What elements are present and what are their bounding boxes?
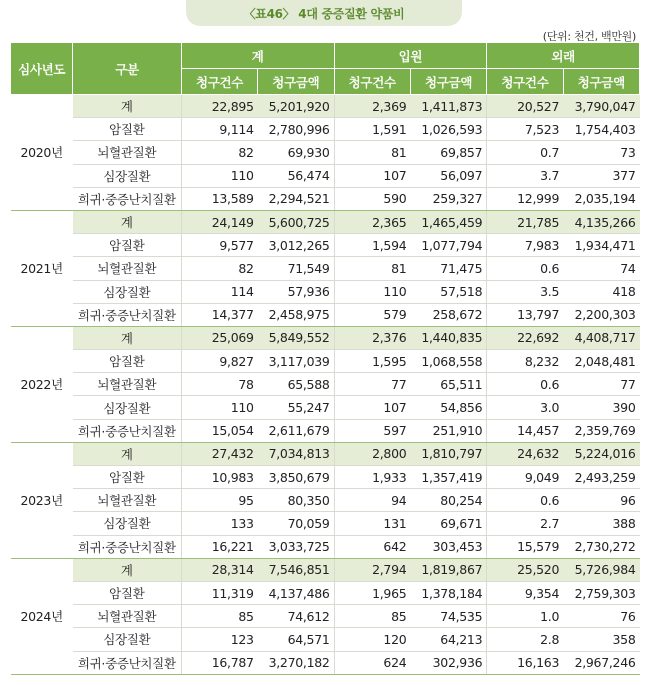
count-cell: 2,800: [334, 442, 410, 465]
amount-cell: 69,930: [258, 141, 334, 164]
count-cell: 24,149: [181, 210, 257, 233]
category-cell: 암질환: [73, 118, 182, 141]
amount-cell: 57,936: [258, 280, 334, 303]
table-row: [11, 326, 640, 349]
count-cell: 0.6: [487, 373, 563, 396]
amount-cell: 69,671: [410, 512, 486, 535]
table-row: [11, 280, 640, 303]
amount-cell: 2,967,246: [563, 651, 639, 674]
amount-cell: 73: [563, 141, 639, 164]
amount-cell: 65,588: [258, 373, 334, 396]
category-cell: 심장질환: [73, 164, 182, 187]
category-cell: 심장질환: [73, 280, 182, 303]
amount-cell: 2,359,769: [563, 419, 639, 442]
count-cell: 0.6: [487, 257, 563, 280]
amount-cell: 65,511: [410, 373, 486, 396]
count-cell: 24,632: [487, 442, 563, 465]
category-cell: 계: [73, 326, 182, 349]
count-cell: 114: [181, 280, 257, 303]
amount-cell: 80,350: [258, 489, 334, 512]
amount-cell: 80,254: [410, 489, 486, 512]
table-row: [11, 303, 640, 326]
amount-cell: 56,474: [258, 164, 334, 187]
amount-cell: 5,600,725: [258, 210, 334, 233]
amount-cell: 64,213: [410, 628, 486, 651]
count-cell: 25,069: [181, 326, 257, 349]
amount-cell: 1,754,403: [563, 118, 639, 141]
header-amount: 청구금액: [563, 69, 639, 95]
amount-cell: 4,135,266: [563, 210, 639, 233]
count-cell: 131: [334, 512, 410, 535]
amount-cell: 1,411,873: [410, 95, 486, 118]
category-cell: 암질환: [73, 234, 182, 257]
count-cell: 624: [334, 651, 410, 674]
amount-cell: 3,850,679: [258, 466, 334, 489]
amount-cell: 3,117,039: [258, 350, 334, 373]
count-cell: 15,579: [487, 535, 563, 558]
header-group-outpatient: 외래: [487, 43, 640, 69]
table-row: [11, 187, 640, 210]
amount-cell: 1,810,797: [410, 442, 486, 465]
category-cell: 계: [73, 442, 182, 465]
amount-cell: 69,857: [410, 141, 486, 164]
count-cell: 120: [334, 628, 410, 651]
category-cell: 심장질환: [73, 396, 182, 419]
count-cell: 85: [181, 605, 257, 628]
category-cell: 계: [73, 95, 182, 118]
count-cell: 3.0: [487, 396, 563, 419]
amount-cell: 57,518: [410, 280, 486, 303]
category-cell: 뇌혈관질환: [73, 605, 182, 628]
amount-cell: 2,611,679: [258, 419, 334, 442]
amount-cell: 77: [563, 373, 639, 396]
table-row: [11, 605, 640, 628]
count-cell: 597: [334, 419, 410, 442]
table-row: [11, 651, 640, 674]
header-count: 청구건수: [181, 69, 257, 95]
amount-cell: 3,033,725: [258, 535, 334, 558]
unit-note: (단위: 천건, 백만원): [542, 30, 636, 43]
count-cell: 20,527: [487, 95, 563, 118]
count-cell: 1,594: [334, 234, 410, 257]
count-cell: 22,895: [181, 95, 257, 118]
amount-cell: 3,012,265: [258, 234, 334, 257]
count-cell: 2,794: [334, 558, 410, 581]
year-cell: 2024년: [11, 558, 73, 674]
count-cell: 16,163: [487, 651, 563, 674]
amount-cell: 5,201,920: [258, 95, 334, 118]
header-count: 청구건수: [334, 69, 410, 95]
amount-cell: 358: [563, 628, 639, 651]
amount-cell: 1,934,471: [563, 234, 639, 257]
table-row: [11, 210, 640, 233]
count-cell: 16,787: [181, 651, 257, 674]
header-group-inpatient: 입원: [334, 43, 487, 69]
amount-cell: 5,726,984: [563, 558, 639, 581]
count-cell: 642: [334, 535, 410, 558]
amount-cell: 1,378,184: [410, 581, 486, 604]
count-cell: 7,523: [487, 118, 563, 141]
table-row: [11, 512, 640, 535]
amount-cell: 74: [563, 257, 639, 280]
count-cell: 21,785: [487, 210, 563, 233]
amount-cell: 55,247: [258, 396, 334, 419]
amount-cell: 258,672: [410, 303, 486, 326]
count-cell: 16,221: [181, 535, 257, 558]
amount-cell: 2,200,303: [563, 303, 639, 326]
count-cell: 78: [181, 373, 257, 396]
amount-cell: 390: [563, 396, 639, 419]
count-cell: 2.8: [487, 628, 563, 651]
amount-cell: 5,849,552: [258, 326, 334, 349]
count-cell: 590: [334, 187, 410, 210]
count-cell: 2,365: [334, 210, 410, 233]
year-cell: 2020년: [11, 95, 73, 211]
category-cell: 계: [73, 558, 182, 581]
amount-cell: 71,475: [410, 257, 486, 280]
count-cell: 13,589: [181, 187, 257, 210]
table-row: [11, 466, 640, 489]
count-cell: 95: [181, 489, 257, 512]
amount-cell: 4,137,486: [258, 581, 334, 604]
count-cell: 94: [334, 489, 410, 512]
count-cell: 133: [181, 512, 257, 535]
amount-cell: 418: [563, 280, 639, 303]
count-cell: 14,457: [487, 419, 563, 442]
amount-cell: 302,936: [410, 651, 486, 674]
amount-cell: 388: [563, 512, 639, 535]
amount-cell: 7,546,851: [258, 558, 334, 581]
amount-cell: 76: [563, 605, 639, 628]
header-amount: 청구금액: [258, 69, 334, 95]
table-title: 〈표46〉 4대 중증질환 약품비: [186, 0, 462, 26]
count-cell: 15,054: [181, 419, 257, 442]
amount-cell: 251,910: [410, 419, 486, 442]
amount-cell: 1,077,794: [410, 234, 486, 257]
category-cell: 희귀·중증난치질환: [73, 535, 182, 558]
amount-cell: 303,453: [410, 535, 486, 558]
count-cell: 9,049: [487, 466, 563, 489]
year-cell: 2022년: [11, 326, 73, 442]
count-cell: 12,999: [487, 187, 563, 210]
count-cell: 1,965: [334, 581, 410, 604]
count-cell: 110: [334, 280, 410, 303]
amount-cell: 2,458,975: [258, 303, 334, 326]
table-row: [11, 95, 640, 118]
amount-cell: 2,035,194: [563, 187, 639, 210]
category-cell: 뇌혈관질환: [73, 257, 182, 280]
count-cell: 2.7: [487, 512, 563, 535]
amount-cell: 1,026,593: [410, 118, 486, 141]
table-body: [11, 95, 640, 675]
count-cell: 123: [181, 628, 257, 651]
amount-cell: 377: [563, 164, 639, 187]
count-cell: 3.5: [487, 280, 563, 303]
amount-cell: 2,780,996: [258, 118, 334, 141]
category-cell: 희귀·중증난치질환: [73, 651, 182, 674]
header-category: 구분: [73, 43, 182, 95]
amount-cell: 56,097: [410, 164, 486, 187]
category-cell: 심장질환: [73, 512, 182, 535]
table-row: [11, 581, 640, 604]
amount-cell: 2,730,272: [563, 535, 639, 558]
count-cell: 10,983: [181, 466, 257, 489]
count-cell: 81: [334, 257, 410, 280]
table-row: [11, 419, 640, 442]
category-cell: 암질환: [73, 350, 182, 373]
amount-cell: 70,059: [258, 512, 334, 535]
count-cell: 85: [334, 605, 410, 628]
table-row: [11, 373, 640, 396]
amount-cell: 96: [563, 489, 639, 512]
table-row: [11, 164, 640, 187]
count-cell: 9,577: [181, 234, 257, 257]
count-cell: 110: [181, 164, 257, 187]
table-row: [11, 350, 640, 373]
amount-cell: 1,068,558: [410, 350, 486, 373]
count-cell: 3.7: [487, 164, 563, 187]
count-cell: 11,319: [181, 581, 257, 604]
count-cell: 82: [181, 141, 257, 164]
amount-cell: 2,759,303: [563, 581, 639, 604]
table-row: [11, 234, 640, 257]
count-cell: 2,369: [334, 95, 410, 118]
count-cell: 2,376: [334, 326, 410, 349]
table-row: [11, 396, 640, 419]
header-count: 청구건수: [487, 69, 563, 95]
amount-cell: 71,549: [258, 257, 334, 280]
count-cell: 9,827: [181, 350, 257, 373]
table-row: [11, 535, 640, 558]
count-cell: 28,314: [181, 558, 257, 581]
count-cell: 77: [334, 373, 410, 396]
count-cell: 0.6: [487, 489, 563, 512]
count-cell: 579: [334, 303, 410, 326]
amount-cell: 3,790,047: [563, 95, 639, 118]
count-cell: 14,377: [181, 303, 257, 326]
table-row: [11, 489, 640, 512]
count-cell: 7,983: [487, 234, 563, 257]
count-cell: 25,520: [487, 558, 563, 581]
amount-cell: 4,408,717: [563, 326, 639, 349]
drug-cost-table: [10, 42, 640, 675]
amount-cell: 1,440,835: [410, 326, 486, 349]
amount-cell: 74,535: [410, 605, 486, 628]
count-cell: 22,692: [487, 326, 563, 349]
count-cell: 13,797: [487, 303, 563, 326]
count-cell: 8,232: [487, 350, 563, 373]
count-cell: 27,432: [181, 442, 257, 465]
amount-cell: 259,327: [410, 187, 486, 210]
table-row: [11, 141, 640, 164]
category-cell: 뇌혈관질환: [73, 141, 182, 164]
count-cell: 1.0: [487, 605, 563, 628]
year-cell: 2021년: [11, 210, 73, 326]
count-cell: 1,595: [334, 350, 410, 373]
category-cell: 희귀·중증난치질환: [73, 303, 182, 326]
table-row: [11, 558, 640, 581]
count-cell: 107: [334, 396, 410, 419]
category-cell: 암질환: [73, 466, 182, 489]
category-cell: 심장질환: [73, 628, 182, 651]
category-cell: 뇌혈관질환: [73, 489, 182, 512]
amount-cell: 54,856: [410, 396, 486, 419]
amount-cell: 1,465,459: [410, 210, 486, 233]
category-cell: 희귀·중증난치질환: [73, 187, 182, 210]
count-cell: 82: [181, 257, 257, 280]
category-cell: 암질환: [73, 581, 182, 604]
year-cell: 2023년: [11, 442, 73, 558]
category-cell: 뇌혈관질환: [73, 373, 182, 396]
amount-cell: 2,493,259: [563, 466, 639, 489]
amount-cell: 1,357,419: [410, 466, 486, 489]
category-cell: 계: [73, 210, 182, 233]
count-cell: 107: [334, 164, 410, 187]
header-amount: 청구금액: [410, 69, 486, 95]
amount-cell: 3,270,182: [258, 651, 334, 674]
table-row: [11, 628, 640, 651]
amount-cell: 74,612: [258, 605, 334, 628]
amount-cell: 7,034,813: [258, 442, 334, 465]
amount-cell: 1,819,867: [410, 558, 486, 581]
amount-cell: 2,048,481: [563, 350, 639, 373]
table-row: [11, 118, 640, 141]
count-cell: 81: [334, 141, 410, 164]
count-cell: 1,591: [334, 118, 410, 141]
count-cell: 0.7: [487, 141, 563, 164]
count-cell: 9,354: [487, 581, 563, 604]
header-year: 심사년도: [11, 43, 73, 95]
amount-cell: 64,571: [258, 628, 334, 651]
count-cell: 1,933: [334, 466, 410, 489]
table-row: [11, 257, 640, 280]
header-group-total: 계: [181, 43, 334, 69]
count-cell: 9,114: [181, 118, 257, 141]
category-cell: 희귀·중증난치질환: [73, 419, 182, 442]
amount-cell: 2,294,521: [258, 187, 334, 210]
count-cell: 110: [181, 396, 257, 419]
amount-cell: 5,224,016: [563, 442, 639, 465]
table-row: [11, 442, 640, 465]
